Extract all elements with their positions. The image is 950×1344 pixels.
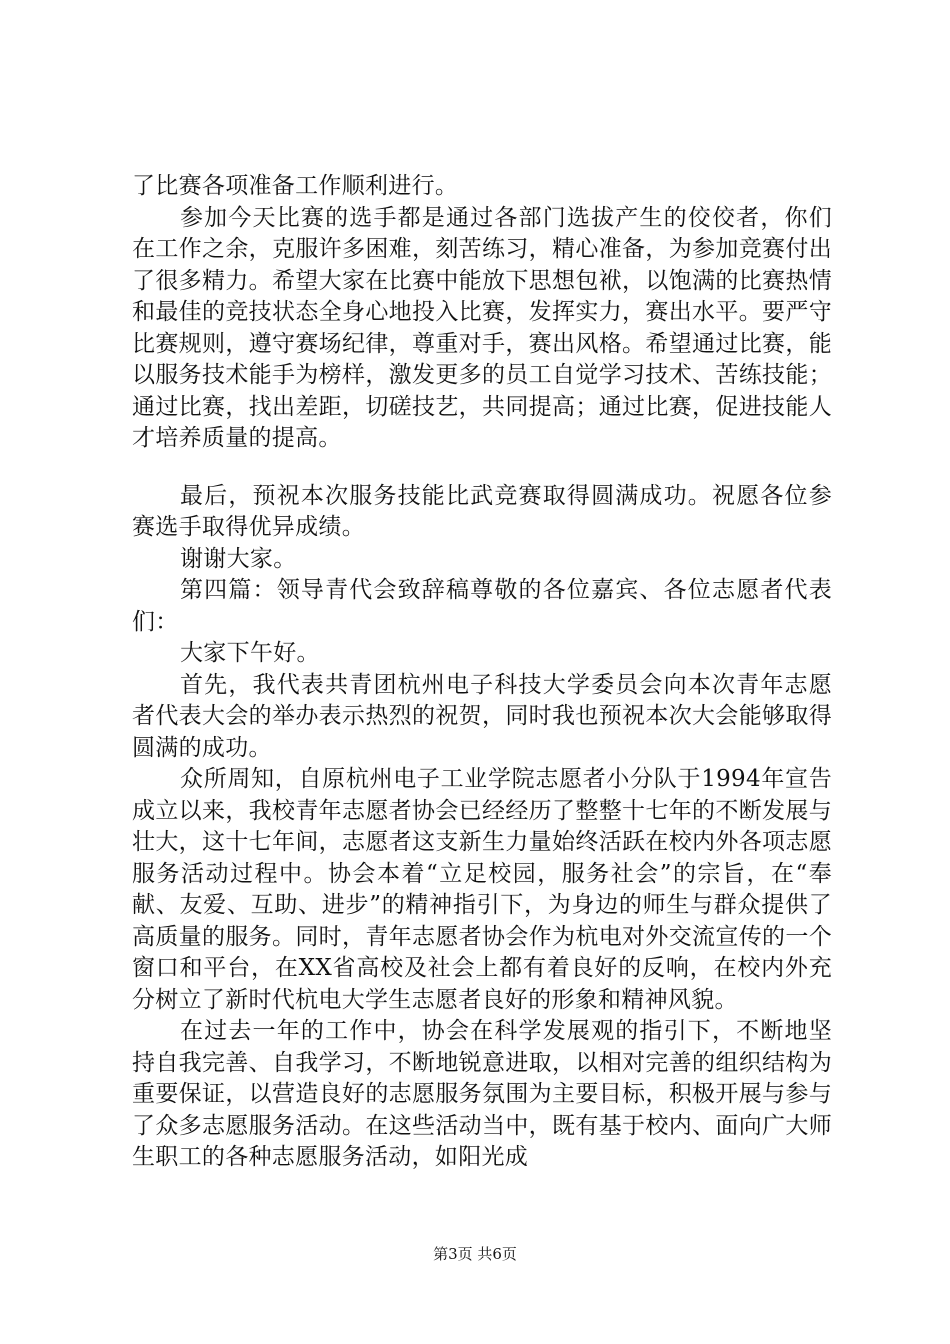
paragraph-gap	[132, 455, 832, 481]
document-body	[132, 171, 832, 1174]
paragraph-contestants: 参加今天比赛的选手都是通过各部门选拔产生的佼佼者，你们在工作之余，克服许多困难，刻苦练习，精心准备，为参加竞赛付出了很多精力。希望大家在比赛中能放下思想包袱，以饱满的比赛热情和最佳的竞技状态全身心地投入比赛，发挥实力，赛出水平。要严守比赛规则，遵守赛场纪律，尊重对手，赛出风格。希望通过比赛，能以服务技术能手为榜样，激发更多的员工自觉学习技术、苦练技能；通过比赛，找出差距，切磋技艺，共同提高；通过比赛，促进技能人才培养质量的提高。	[132, 204, 832, 451]
paragraph-past-year: 在过去一年的工作中，协会在科学发展观的指引下，不断地坚持自我完善、自我学习，不断地锐意进取，以相对完善的组织结构为重要保证，以营造良好的志愿服务氛围为主要目标，积极开展与参与了众多志愿服务活动。在这些活动当中，既有基于校内、面向广大师生职工的各种志愿服务活动，如阳光成	[132, 1018, 832, 1170]
paragraph-thanks: 谢谢大家。	[180, 545, 297, 572]
paragraph-greeting: 大家下午好。	[180, 640, 320, 666]
paragraph-continuation: 了比赛各项准备工作顺利进行。	[132, 173, 459, 199]
page-number-footer: 第3页 共6页	[433, 1245, 517, 1263]
paragraph-opening: 首先，我代表共青团杭州电子科技大学委员会向本次青年志愿者代表大会的举办表示热烈的祝贺，同时我也预祝本次大会能够取得圆满的成功。	[132, 671, 832, 761]
paragraph-history: 众所周知，自原杭州电子工业学院志愿者小分队于1994年宣告成立以来，我校青年志愿者协会已经经历了整整十七年的不断发展与壮大，这十七年间，志愿者这支新生力量始终活跃在校内外各项志愿服务活动过程中。协会本着“立足校园，服务社会”的宗旨，在“奉献、友爱、互助、进步”的精神指引下，为身边的师生与群众提供了高质量的服务。同时，青年志愿者协会作为杭电对外交流宣传的一个窗口和平台，在XX省高校及社会上都有着良好的反响，在校内外充分树立了新时代杭电大学生志愿者良好的形象和精神风貌。	[132, 766, 832, 1013]
section-heading-part-four: 第四篇：领导青代会致辞稿尊敬的各位嘉宾、各位志愿者代表们：	[132, 577, 832, 635]
paragraph-closing-wishes: 最后，预祝本次服务技能比武竞赛取得圆满成功。祝愿各位参赛选手取得优异成绩。	[132, 482, 832, 540]
